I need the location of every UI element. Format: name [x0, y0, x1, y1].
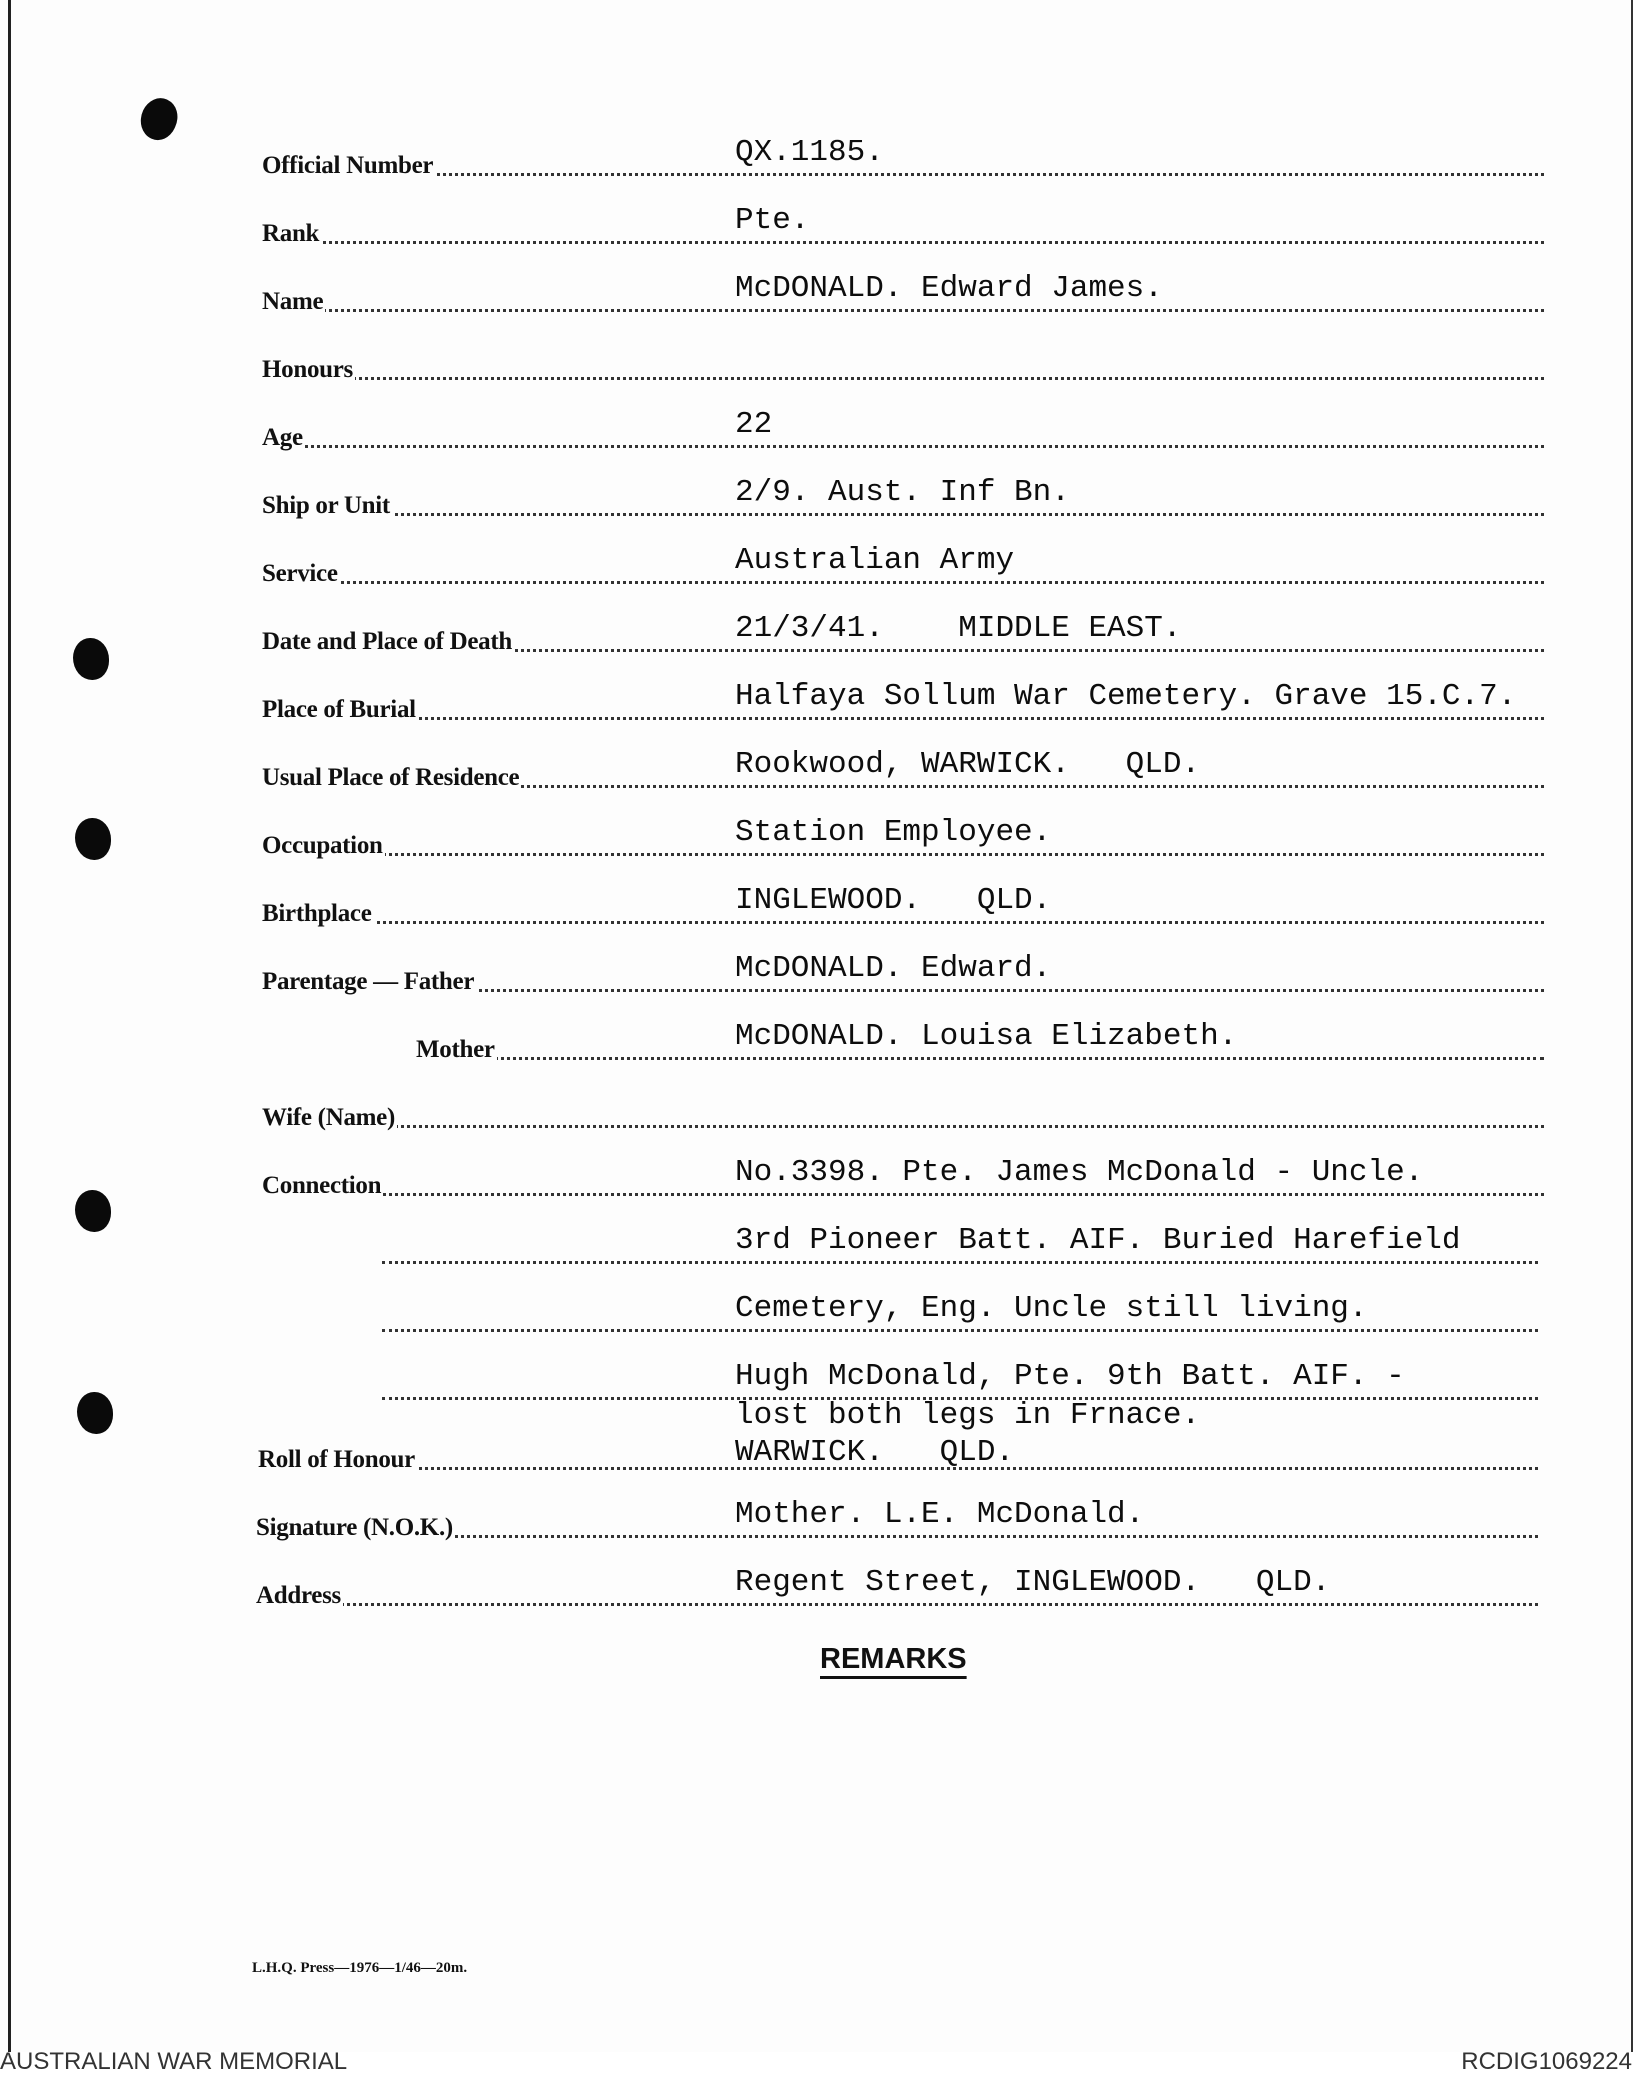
footer-record-id: RCDIG1069224: [1461, 2048, 1632, 2075]
field-label: Roll of Honour: [258, 1446, 415, 1473]
field-age: [0, 407, 1642, 454]
field-label: Place of Burial: [262, 696, 416, 723]
field-connection-cont: [0, 1291, 1642, 1338]
field-rank: [0, 203, 1642, 250]
field-wife-name: [0, 1094, 1642, 1134]
dotted-rule: [416, 1057, 1544, 1060]
field-label: Mother: [416, 1036, 495, 1063]
field-value: Hugh McDonald, Pte. 9th Batt. AIF. -: [735, 1359, 1405, 1394]
field-value: 21/3/41. MIDDLE EAST.: [735, 611, 1182, 646]
field-mother: [0, 1019, 1642, 1066]
field-honours: [0, 346, 1642, 386]
field-label: Birthplace: [262, 900, 372, 927]
field-value: 22: [735, 407, 773, 442]
dotted-rule: [262, 717, 1544, 720]
field-value: Regent Street, INGLEWOOD. QLD.: [735, 1565, 1331, 1600]
dotted-rule: [262, 921, 1544, 924]
field-label: Service: [262, 560, 338, 587]
dotted-rule: [262, 581, 1544, 584]
field-value: McDONALD. Edward James.: [735, 271, 1163, 306]
field-value: McDONALD. Louisa Elizabeth.: [735, 1019, 1238, 1054]
field-value: Pte.: [735, 203, 810, 238]
field-date-place-death: [0, 611, 1642, 658]
field-value: 2/9. Aust. Inf Bn.: [735, 475, 1070, 510]
dotted-rule: [262, 513, 1544, 516]
connection-extra-line: lost both legs in Frnace.: [735, 1398, 1201, 1433]
dotted-rule: [262, 1125, 1544, 1128]
field-value: INGLEWOOD. QLD.: [735, 883, 1052, 918]
field-label: Age: [262, 424, 303, 451]
dotted-rule: [262, 1193, 1544, 1196]
field-value: No.3398. Pte. James McDonald - Uncle.: [735, 1155, 1424, 1190]
field-label: Usual Place of Residence: [262, 764, 520, 791]
field-label: Occupation: [262, 832, 383, 859]
field-label: Address: [256, 1582, 341, 1609]
dotted-rule: [256, 1603, 1538, 1606]
field-name: [0, 271, 1642, 318]
field-signature-nok: [0, 1497, 1642, 1544]
dotted-rule: [262, 853, 1544, 856]
form-code: L.H.Q. Press—1976—1/46—20m.: [252, 1960, 468, 1976]
field-label: Connection: [262, 1172, 382, 1199]
field-roll-of-honour: [0, 1436, 1642, 1476]
field-birthplace: [0, 883, 1642, 930]
dotted-rule: [382, 1261, 1538, 1264]
field-value: McDONALD. Edward.: [735, 951, 1052, 986]
field-label: Ship or Unit: [262, 492, 390, 519]
field-label: Rank: [262, 220, 320, 247]
field-label: Wife (Name): [262, 1104, 395, 1131]
footer-institution: AUSTRALIAN WAR MEMORIAL: [0, 2048, 348, 2075]
field-label: Official Number: [262, 152, 434, 179]
field-value: 3rd Pioneer Batt. AIF. Buried Harefield: [735, 1223, 1461, 1258]
field-parentage-father: [0, 951, 1642, 998]
dotted-rule: [262, 445, 1544, 448]
field-value: Cemetery, Eng. Uncle still living.: [735, 1291, 1368, 1326]
field-label: Name: [262, 288, 324, 315]
dotted-rule: [382, 1329, 1538, 1332]
field-value: WARWICK. QLD.: [735, 1435, 1015, 1470]
field-value: Halfaya Sollum War Cemetery. Grave 15.C.7.: [735, 679, 1517, 714]
field-value: Station Employee.: [735, 815, 1052, 850]
field-usual-residence: [0, 747, 1642, 794]
dotted-rule: [262, 377, 1544, 380]
field-label: Signature (N.O.K.): [256, 1514, 453, 1541]
field-value: QX.1185.: [735, 135, 884, 170]
field-value: Mother. L.E. McDonald.: [735, 1497, 1145, 1532]
field-label: Parentage — Father: [262, 968, 475, 995]
dotted-rule: [262, 309, 1544, 312]
field-label: Date and Place of Death: [262, 628, 512, 655]
field-official-number: [0, 135, 1642, 182]
field-place-of-burial: [0, 679, 1642, 726]
field-ship-or-unit: [0, 475, 1642, 522]
field-occupation: [0, 815, 1642, 862]
field-value: Australian Army: [735, 543, 1015, 578]
punch-hole: [134, 92, 184, 145]
field-service: [0, 543, 1642, 590]
field-connection-cont: [0, 1223, 1642, 1270]
field-address: [0, 1565, 1642, 1612]
remarks-heading: REMARKS: [820, 1643, 967, 1675]
dotted-rule: [262, 173, 1544, 176]
field-connection: [0, 1155, 1642, 1202]
dotted-rule: [262, 241, 1544, 244]
field-label: Honours: [262, 356, 353, 383]
field-value: Rookwood, WARWICK. QLD.: [735, 747, 1201, 782]
